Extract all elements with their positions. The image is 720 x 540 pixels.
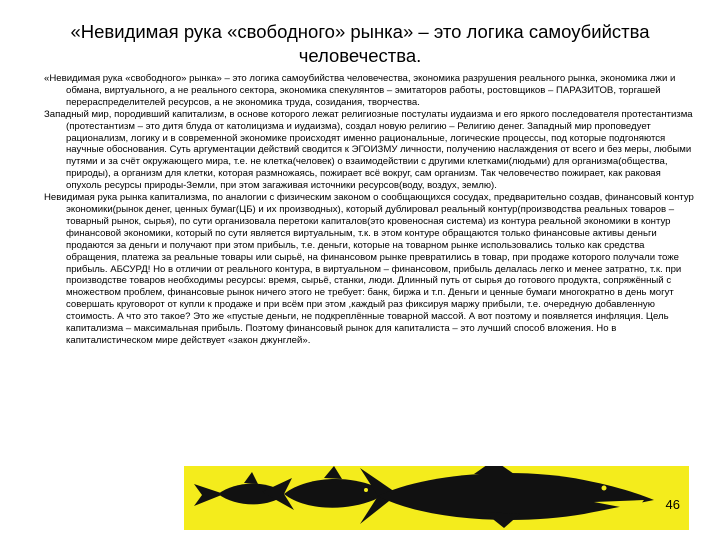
body-paragraph-3: Невидимая рука рынка капитализма, по аналогии с физическим законом о сообщающихся сосудах, предварительно создав, финансовый контур экономики(рынок денег, ценных бумаг(ЦБ) и их производных), который дублировал реальный контур(производства реальных товаров – товарный рынок, сырья), по сути организовала перетоки капиталов(это кровеносная система) из контура реальной экономики в контур финансовой экономики, который по сути является виртуальным, т.к. в этом контуре обращаются только финансовые активы деньги продаются за деньги и получают при этом прибыль, т.е. деньги, которые на товарном рынке использовались только как средства обращения, платежа за реальные товары или сырьё, на финансовом рынке превратились в товар, при продаже которого получали тоже прибыль. АБСУРД! Но в отличии от реального контура, в виртуальном – финансовом, прибыль делалась легко и менее затратно, т.к. при производстве товаров необходимы ресурсы: время, сырьё, станки, люди. Длинный путь от сырья до готового продукта, сопряжённый с множеством проблем, финансовые рынок ничего этого не требует: банк, биржа и т.п. Деньги и ценные бумаги многократно в день могут совершать круговорот от купли к продаже и при всём при этом ,каждый раз фиксируя маржу прибыли, т.е. очередную добавленную стоимость. А что это такое? Это же «пустые деньги, не подкреплённые товарной массой. А вот поэтому и появляется инфляция. Цель капитализма – максимальная прибыль. Поэтому финансовый рынок для капиталиста – это лучший способ вложения. Но в капиталистическом мире действует «закон джунглей». (44, 192, 694, 346)
shark-icon (360, 466, 654, 528)
page-number: 46 (665, 497, 680, 512)
slide-body (44, 73, 694, 347)
fish-eating-fish-icon (184, 466, 689, 530)
body-paragraph-1: «Невидимая рука «свободного» рынка» – это логика самоубийства человечества, экономика разрушения реального рынка, экономика лжи и обмана, виртуального, а не реального сектора, экономика спекулянтов – эмитаторов работы, ростовщиков – ПАРАЗИТОВ, торгашей перераспределителей ресурсов, а не экономика труда, созидания, творчества. (44, 73, 676, 108)
slide-title: «Невидимая рука «свободного» рынка» – это логика самоубийства человечества. (70, 21, 650, 66)
body-paragraph-2: Западный мир, породивший капитализм, в основе которого лежат религиозные постулаты иудаизма и его яркого последователя протестантизма (протестантизм – это дитя блуда от католицизма и иудаизма), создал новую религию – Религию денег. Западный мир проповедует рационализм, логику и в современной экономике происходят именно рациональные, логические процессы, под которые подгоняются научные обоснования. Суть аргументации действий сводится к ЭГОИЗМУ личности, получению наслаждения от всего и без меры, любыми путями и за счёт окружающего мира, т.е. не клетка(человек) о взаимодействии с другими клетками(людьми) для организма(общества, природы), а организм для клетки, которая размножаясь, пожирает всё вокруг, сам организм. Так человечество пожирает, как раковая опухоль ресурсы природы-Земли, при этом загаживая источники ресурсов(воду, воздух, землю). (44, 108, 693, 192)
fish-banner (184, 466, 689, 530)
